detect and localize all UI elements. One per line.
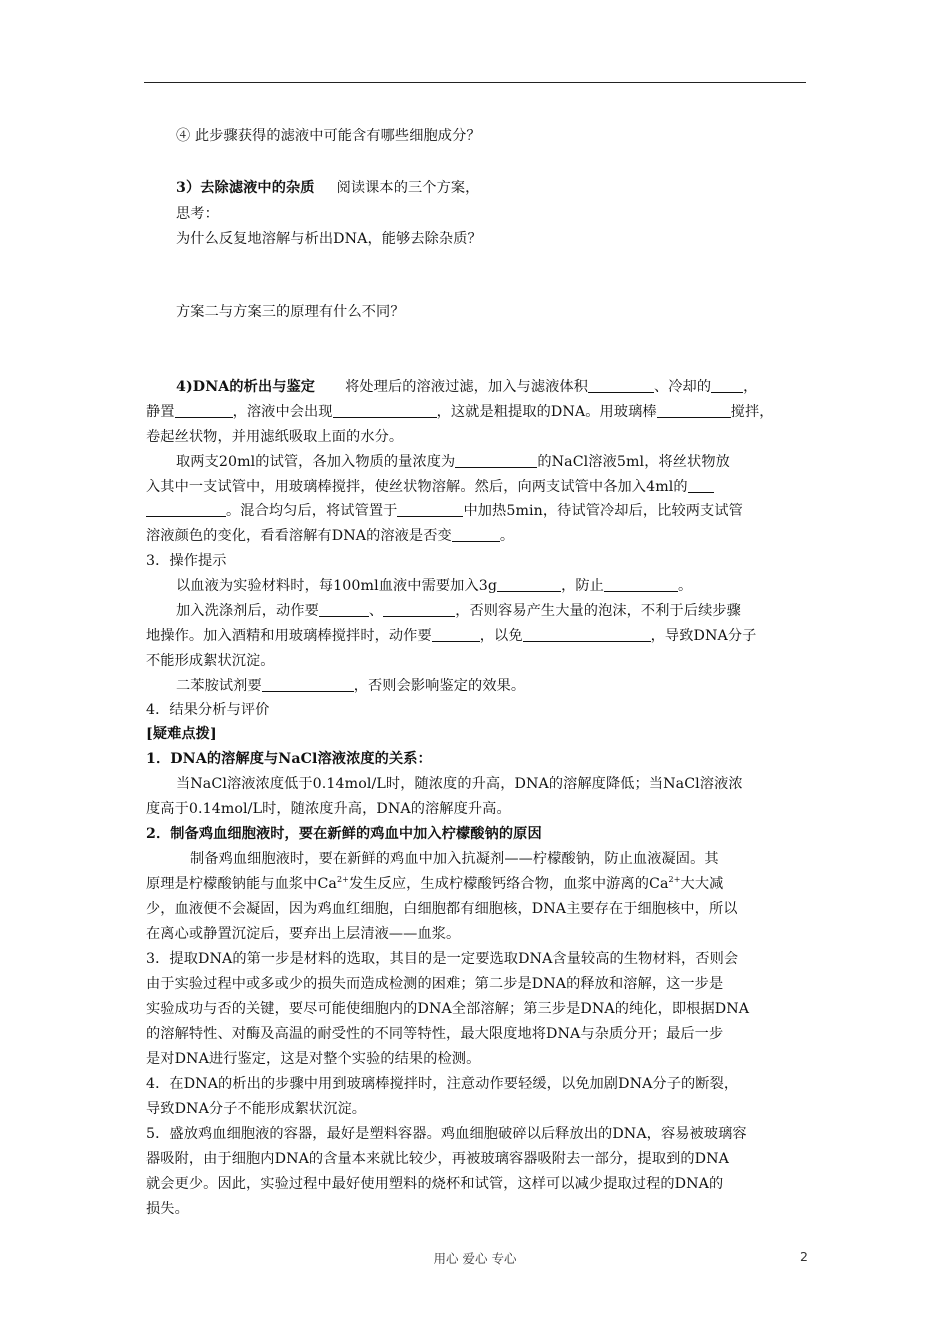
operation-line-4: 不能形成絮状沉淀。 bbox=[146, 653, 275, 669]
blank[interactable] bbox=[383, 602, 455, 617]
section-3-intro: 阅读课本的三个方案， bbox=[336, 180, 480, 196]
hint-2-heading: 2．制备鸡血细胞液时，要在新鲜的鸡血中加入柠檬酸钠的原因 bbox=[146, 826, 542, 842]
blank[interactable] bbox=[688, 478, 714, 493]
section-4-p2-line-1: 取两支20ml的试管，各加入物质的量浓度为 的NaCl溶液5ml，将丝状物放 bbox=[176, 454, 730, 470]
section-4-line-2: 静置 ，溶液中会出现 ，这就是粗提取的DNA。用玻璃棒 搅拌， bbox=[146, 404, 774, 420]
hint-3-line-3: 实验成功与否的关键，要尽可能使细胞内的DNA全部溶解；第三步是DNA的纯化，即根据DNA bbox=[146, 1001, 750, 1017]
hint-3-line-2: 由于实验过程中或多或少的损失而造成检测的困难；第二步是DNA的释放和溶解，这一步是 bbox=[146, 976, 724, 992]
hint-5-line-2: 器吸附，由于细胞内DNA的含量本来就比较少，再被玻璃容器吸附去一部分，提取到的DNA bbox=[146, 1151, 730, 1167]
operation-line-3: 地操作。加入酒精和用玻璃棒搅拌时，动作要 ，以免 ，导致DNA分子 bbox=[146, 628, 757, 644]
question-dissolve: 为什么反复地溶解与析出DNA，能够去除杂质？ bbox=[176, 231, 482, 247]
hint-1-line-1: 当NaCl溶液浓度低于0.14mol/L时，随浓度的升高，DNA的溶解度降低；当NaCl溶液浓 bbox=[176, 776, 743, 792]
hint-3-line-5: 是对DNA进行鉴定，这是对整个实验的结果的检测。 bbox=[146, 1051, 481, 1067]
operation-heading: 3．操作提示 bbox=[146, 553, 227, 569]
blank[interactable] bbox=[657, 403, 731, 418]
question-4: ④ 此步骤获得的滤液中可能含有哪些细胞成分？ bbox=[176, 128, 481, 144]
section-4-p2-line-3: 。混合均匀后，将试管置于 中加热5min，待试管冷却后，比较两支试管 bbox=[146, 501, 810, 521]
blank[interactable] bbox=[497, 577, 561, 592]
hint-2-line-4: 在离心或静置沉淀后，要弃出上层清液——血浆。 bbox=[146, 926, 461, 942]
blank[interactable] bbox=[452, 527, 500, 542]
blank[interactable] bbox=[333, 403, 437, 418]
hint-5-line-4: 损失。 bbox=[146, 1201, 189, 1217]
section-4-heading: 4)DNA的析出与鉴定 bbox=[176, 379, 316, 395]
hint-5-line-3: 就会更少。因此，实验过程中最好使用塑料的烧杯和试管，这样可以减少提取过程的DNA的 bbox=[146, 1176, 724, 1192]
hint-1-line-2: 度高于0.14mol/L时，随浓度升高，DNA的溶解度升高。 bbox=[146, 801, 511, 817]
page-number: 2 bbox=[800, 1249, 808, 1264]
blank[interactable] bbox=[146, 502, 226, 517]
blank[interactable] bbox=[262, 677, 354, 692]
results-heading: 4．结果分析与评价 bbox=[146, 702, 270, 718]
blank[interactable] bbox=[523, 627, 651, 642]
section-4-line-1: 4)DNA的析出与鉴定 将处理后的溶液过滤，加入与滤液体积 、冷却的 ， bbox=[176, 379, 758, 395]
blank[interactable] bbox=[588, 378, 654, 393]
hint-2-line-2: 原理是柠檬酸钠能与血浆中$Ca^{2+}$发生反应，生成柠檬酸钙络合物，血浆中游离的$Ca^{2+}$大大减 bbox=[146, 875, 724, 892]
section-3-heading-line bbox=[176, 178, 810, 198]
think-label: 思考： bbox=[176, 206, 219, 222]
hint-4-line-1: 4．在DNA的析出的步骤中用到玻璃棒搅拌时，注意动作要轻缓，以免加剧DNA分子的断裂， bbox=[146, 1076, 739, 1092]
section-4-line-3: 卷起丝状物，并用滤纸吸取上面的水分。 bbox=[146, 429, 404, 445]
hint-3-line-4: 的溶解特性、对酶及高温的耐受性的不同等特性，最大限度地将DNA与杂质分开；最后一步 bbox=[146, 1026, 724, 1042]
hint-2-line-3: 少，血液便不会凝固，因为鸡血红细胞，白细胞都有细胞核，DNA主要存在于细胞核中，所以 bbox=[146, 901, 738, 917]
superscript-2plus: 2+ bbox=[668, 875, 681, 884]
section-4-p2-line-2: 入其中一支试管中，用玻璃棒搅拌，使丝状物溶解。然后，向两支试管中各加入4ml的 bbox=[146, 477, 810, 497]
blank[interactable] bbox=[319, 602, 369, 617]
hint-2-line-1: 制备鸡血细胞液时，要在新鲜的鸡血中加入抗凝剂——柠檬酸钠，防止血液凝固。其 bbox=[190, 851, 719, 867]
blank[interactable] bbox=[397, 502, 463, 517]
blank[interactable] bbox=[604, 577, 678, 592]
hints-heading: [疑难点拨] bbox=[146, 726, 217, 742]
operation-line-1: 以血液为实验材料时，每100ml血液中需要加入3g ，防止 。 bbox=[176, 578, 693, 594]
section-3-heading: 3）去除滤液中的杂质 bbox=[176, 180, 315, 196]
operation-line-2: 加入洗涤剂后，动作要 、 ，否则容易产生大量的泡沫，不利于后续步骤 bbox=[176, 603, 741, 619]
superscript-2plus: 2+ bbox=[336, 875, 349, 884]
footer-motto: 用心 爱心 专心 bbox=[433, 1251, 517, 1266]
hint-1-heading: 1．DNA的溶解度与NaCl溶液浓度的关系： bbox=[146, 751, 432, 767]
blank[interactable] bbox=[175, 403, 233, 418]
blank[interactable] bbox=[711, 378, 743, 393]
blank[interactable] bbox=[455, 453, 537, 468]
hint-4-line-2: 导致DNA分子不能形成絮状沉淀。 bbox=[146, 1101, 367, 1117]
blank[interactable] bbox=[432, 627, 480, 642]
operation-line-5: 二苯胺试剂要 ，否则会影响鉴定的效果。 bbox=[176, 678, 526, 694]
hint-5-line-1: 5．盛放鸡血细胞液的容器，最好是塑料容器。鸡血细胞破碎以后释放出的DNA，容易被玻璃容 bbox=[146, 1126, 747, 1142]
question-plans: 方案二与方案三的原理有什么不同？ bbox=[176, 304, 405, 320]
section-4-p2-line-4: 溶液颜色的变化，看看溶解有DNA的溶液是否变 。 bbox=[146, 528, 515, 544]
hint-3-line-1: 3．提取DNA的第一步是材料的选取，其目的是一定要选取DNA含量较高的生物材料，否则会 bbox=[146, 951, 739, 967]
header-rule bbox=[144, 82, 806, 83]
